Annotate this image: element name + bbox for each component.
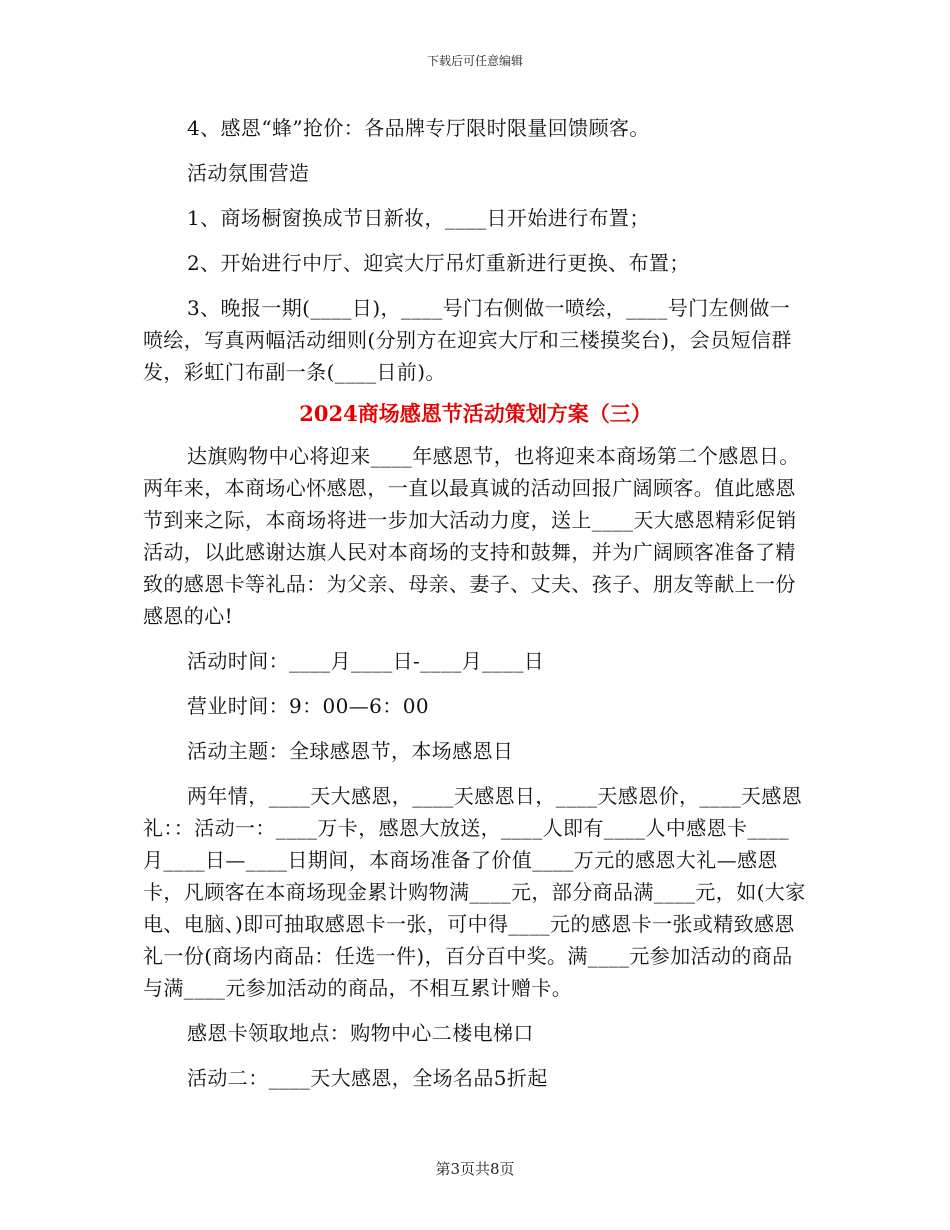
paragraph-card-location: 感恩卡领取地点：购物中心二楼电梯口 [187,1021,534,1045]
paragraph-activity-two: 活动二：____天大感恩，全场名品5折起 [187,1066,548,1090]
paragraph-intro: 达旗购物中心将迎来____年感恩节，也将迎来本商场第二个感恩日。两年来，本商场心怀感恩，一直以最真诚的活动回报广阔顾客。值此感恩节到来之际，本商场将进一步加大活动力度，送上____天大感恩精彩促销活动，以此感谢达旗人民对本商场的支持和鼓舞，并为广阔顾客准备了精致的感恩卡等礼品：为父亲、母亲、妻子、丈夫、孩子、朋友等献上一份感恩的心! [143,444,800,628]
page-header: 下载后可任意编辑 [426,54,523,68]
section-title: 2024商场感恩节活动策划方案（三） [299,401,652,426]
document-body [143,112,808,1107]
paragraph-activity-one: 两年情，____天大感恩，____天感恩日，____天感恩价，____天感恩礼：：活动一：____万卡，感恩大放送，____人即有____人中感恩卡____月____日—____日期间，本商场准备了价值____万元的感恩大礼—感恩卡，凡顾客在本商场现金累计购物满____元，部分商品满____元，如(大家电、电脑、)即可抽取感恩卡一张，可中得____元的感恩卡一张或精致感恩礼一份(商场内商品：任选一件)，百分百中奖。满____元参加活动的商品与满____元参加活动的商品，不相互累计赠卡。 [143,784,806,1000]
paragraph-item-3: 3、晚报一期(____日)，____号门右侧做一喷绘，____号门左侧做一喷绘，写真两幅活动细则(分别方在迎宾大厅和三楼摸奖台)，会员短信群发，彩虹门布副一条(____日前)。 [143,296,792,384]
page-footer: 第3页共8页 [435,1160,515,1178]
paragraph-activity-time: 活动时间：____月____日-____月____日 [187,649,545,673]
paragraph-item-4: 4、感恩“蜂”抢价：各品牌专厅限时限量回馈顾客。 [187,116,650,140]
paragraph-business-hours: 营业时间：9：00—6：00 [187,694,429,718]
paragraph-item-1: 1、商场橱窗换成节日新妆，____日开始进行布置； [187,206,650,230]
paragraph-activity-theme: 活动主题：全球感恩节，本场感恩日 [187,739,514,763]
paragraph-item-2: 2、开始进行中厅、迎宾大厅吊灯重新进行更换、布置； [187,251,690,275]
paragraph-atmosphere-heading: 活动氛围营造 [187,161,310,185]
